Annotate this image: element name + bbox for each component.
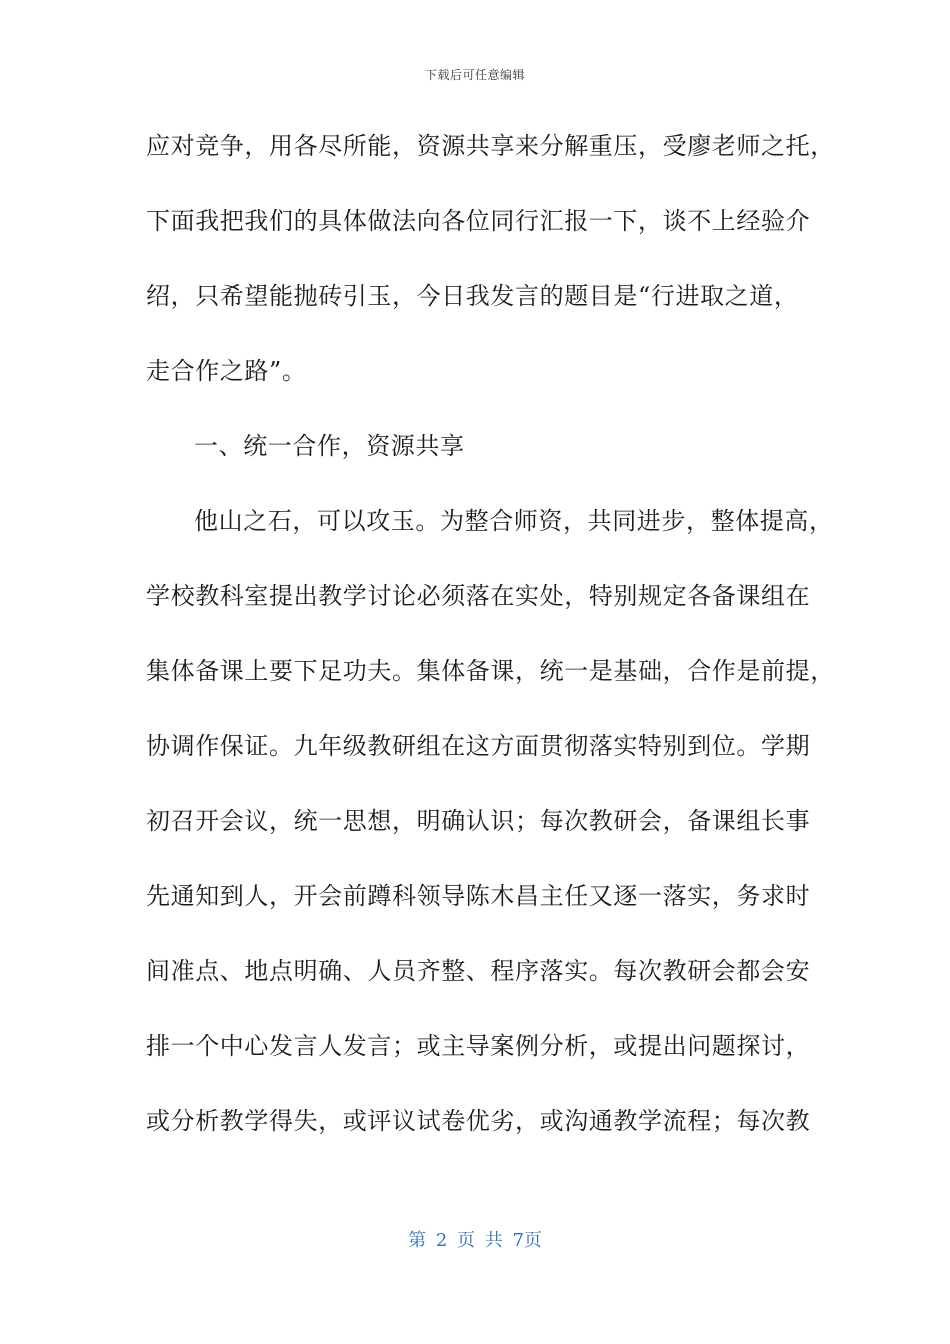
section-heading: 一、统一合作，资源共享 [194,432,465,460]
page-header: 下载后可任意编辑 [424,68,525,82]
paragraph-line: 协调作保证。九年级教研组在这方面贯彻落实特别到位。学期 [146,732,811,760]
footer-middle: 页 共 [457,1230,503,1251]
paragraph-line: 或分析教学得失，或评议试卷优劣，或沟通教学流程；每次教 [146,1107,811,1135]
document-body [146,122,835,1172]
paragraph-line: 走合作之路”。 [146,357,307,385]
footer-total-pages: 7 [512,1230,524,1251]
paragraph-line: 集体备课上要下足功夫。集体备课，统一是基础，合作是前提， [146,657,835,685]
paragraph-line: 间准点、地点明确、人员齐整、程序落实。每次教研会都会安 [146,957,811,985]
footer-page-number: 2 [435,1230,448,1251]
paragraph-line: 先通知到人，开会前蹲科领导陈木昌主任又逐一落实，务求时 [146,882,811,910]
paragraph-line: 绍，只希望能抛砖引玉，今日我发言的题目是“行进取之道， [146,282,799,310]
page-footer [0,1226,950,1252]
paragraph-line: 排一个中心发言人发言；或主导案例分析，或提出问题探讨， [146,1032,811,1060]
paragraph-line: 下面我把我们的具体做法向各位同行汇报一下，谈不上经验介 [146,207,811,235]
paragraph-line: 初召开会议，统一思想，明确认识；每次教研会，备课组长事 [146,807,811,835]
paragraph-line: 他山之石，可以攻玉。为整合师资，共同进步，整体提高， [194,507,834,535]
footer-prefix: 第 [408,1230,427,1251]
paragraph-line: 学校教科室提出教学讨论必须落在实处，特别规定各备课组在 [146,582,811,610]
paragraph-line: 应对竞争，用各尽所能，资源共享来分解重压，受廖老师之托， [146,132,835,160]
footer-suffix: 页 [523,1230,542,1251]
